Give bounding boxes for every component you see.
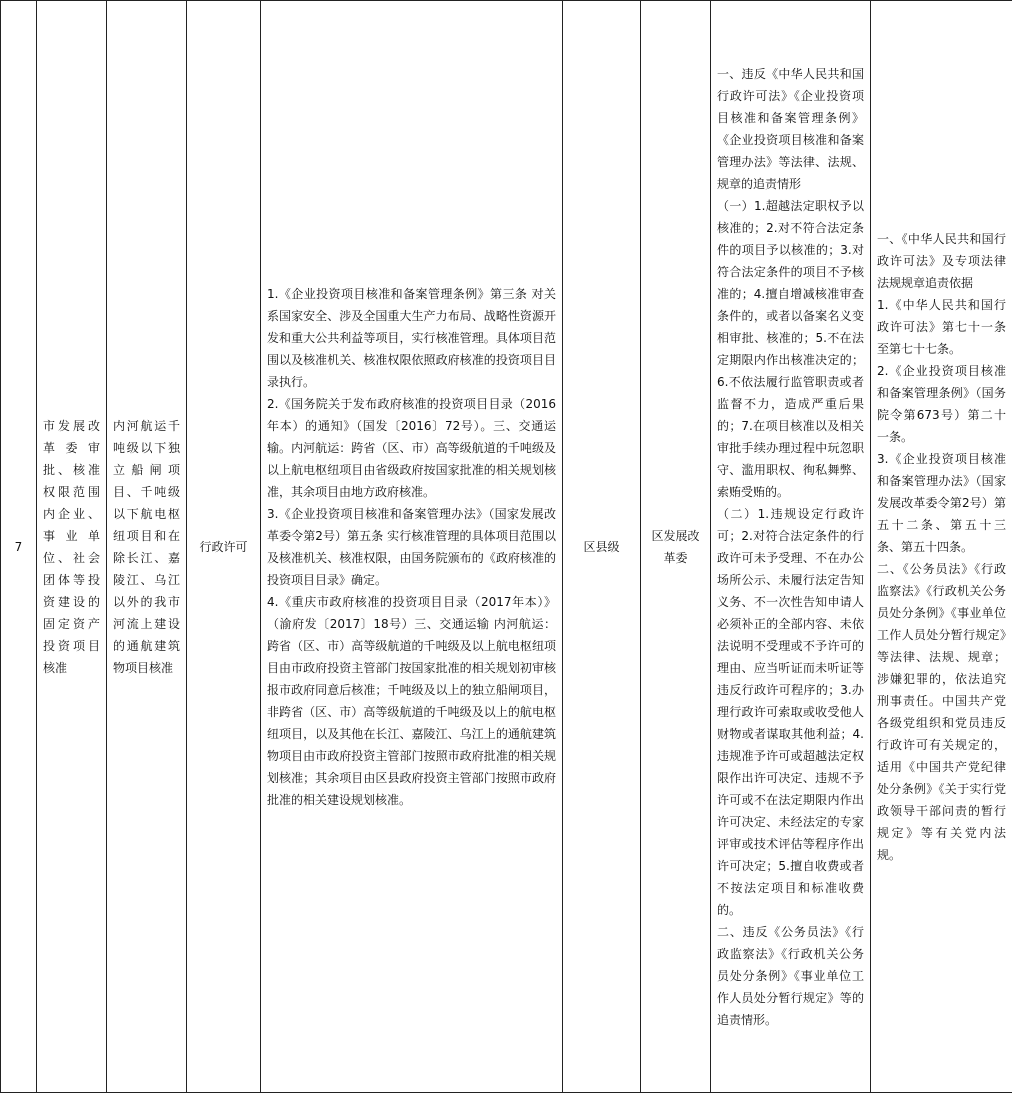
basis-paragraph: 2.《国务院关于发布政府核准的投资项目目录（2016年本）的通知》（国发〔2016〕72号）。三、交通运输。内河航运：跨省（区、市）高等级航道的千吨级及以上航电枢纽项目由省级政府按国家批准的相关规划核准，其余项目由地方政府核准。 [267, 396, 556, 499]
basis-paragraph: 4.《重庆市政府核准的投资项目目录（2017年本）》（渝府发〔2017〕18号）三、交通运输 内河航运：跨省（区、市）高等级航道的千吨级及以上航电枢纽项目由市政府投资主管部门按国家批准的相关规划初审核报市政府同意后核准；千吨级及以上的独立船闸项目，非跨省（区、市）高等级航道的千吨级及以上的航电枢纽项目，以及其他在长江、嘉陵江、乌江上的通航建筑物项目由市政府投资主管部门按照市政府批准的相关规划核准；其余项目由区县政府投资主管部门按照市政府批准的相关建设规划核准。 [267, 594, 556, 807]
level-cell: 区县级 [563, 1, 641, 1093]
liability-situation-paragraph: （一）1.超越法定职权予以核准的；2.对不符合法定条件的项目予以核准的；3.对符合法定条件的项目不予核准的；4.擅自增减核准审查条件的，或者以备案名义变相审批、核准的；5.不在法定期限内作出核准决定的；6.不依法履行监管职责或者监督不力，造成严重后果的；7.在项目核准以及相关审批手续办理过程中玩忽职守、滥用职权、徇私舞弊、索贿受贿的。 [717, 198, 864, 499]
department-cell: 市发展改革委审批、核准权限范围内企业、事业单位、社会团体等投资建设的固定资产投资项目核准 [37, 1, 107, 1093]
category-cell: 行政许可 [187, 1, 261, 1093]
liability-situations-cell [711, 1, 871, 1093]
liability-basis-paragraph: 二、《公务员法》《行政监察法》《行政机关公务员处分条例》《事业单位工作人员处分暂行规定》等法律、法规、规章；涉嫌犯罪的，依法追究刑事责任。中国共产党各级党组织和党员违反行政许可有关规定的，适用《中国共产党纪律处分条例》《关于实行党政领导干部问责的暂行规定》等有关党内法规。 [877, 561, 1006, 862]
row-index: 7 [1, 1, 37, 1093]
item-name-cell: 内河航运千吨级以下独立船闸项目、千吨级以下航电枢纽项目和在除长江、嘉陵江、乌江以外的我市河流上建设的通航建筑物项目核准 [107, 1, 187, 1093]
table-row [1, 1, 1012, 1093]
basis-cell [261, 1, 563, 1093]
liability-situation-paragraph: （二）1.违规设定行政许可；2.对符合法定条件的行政许可未予受理、不在办公场所公示、未履行法定告知义务、不一次性告知申请人必须补正的全部内容、未依法说明不受理或不予许可的理由、应当听证而未听证等违反行政许可程序的；3.办理行政许可索取或收受他人财物或者谋取其他利益；4.违规准予许可或超越法定权限作出许可决定、违规不予许可或不在法定期限内作出许可决定、未经法定的专家评审或技术评估等程序作出许可决定；5.擅自收费或者不按法定项目和标准收费的。 [717, 506, 864, 917]
liability-basis-paragraph: 一、《中华人民共和国行政许可法》及专项法律法规规章追责依据 [877, 231, 1006, 290]
basis-paragraph: 3.《企业投资项目核准和备案管理办法》（国家发展改革委令第2号）第五条 实行核准管理的具体项目范围以及核准机关、核准权限，由国务院颁布的《政府核准的投资项目目录》确定。 [267, 506, 556, 587]
basis-paragraph: 1.《企业投资项目核准和备案管理条例》第三条 对关系国家安全、涉及全国重大生产力布局、战略性资源开发和重大公共利益等项目，实行核准管理。具体项目范围以及核准机关、核准权限依照政府核准的投资项目目录执行。 [267, 286, 556, 389]
liability-basis-cell [871, 1, 1012, 1093]
liability-situation-paragraph: 二、违反《公务员法》《行政监察法》《行政机关公务员处分条例》《事业单位工作人员处分暂行规定》等的追责情形。 [717, 924, 864, 1027]
responsible-cell: 区发展改革委 [641, 1, 711, 1093]
liability-basis-paragraph: 3.《企业投资项目核准和备案管理办法》（国家发展改革委令第2号）第五十二条、第五十三条、第五十四条。 [877, 451, 1006, 554]
liability-basis-paragraph: 2.《企业投资项目核准和备案管理条例》（国务院令第673号）第二十一条。 [877, 363, 1006, 444]
liability-situation-paragraph: 一、违反《中华人民共和国行政许可法》《企业投资项目核准和备案管理条例》《企业投资项目核准和备案管理办法》等法律、法规、规章的追责情形 [717, 66, 864, 191]
liability-basis-paragraph: 1.《中华人民共和国行政许可法》第七十一条至第七十七条。 [877, 297, 1006, 356]
